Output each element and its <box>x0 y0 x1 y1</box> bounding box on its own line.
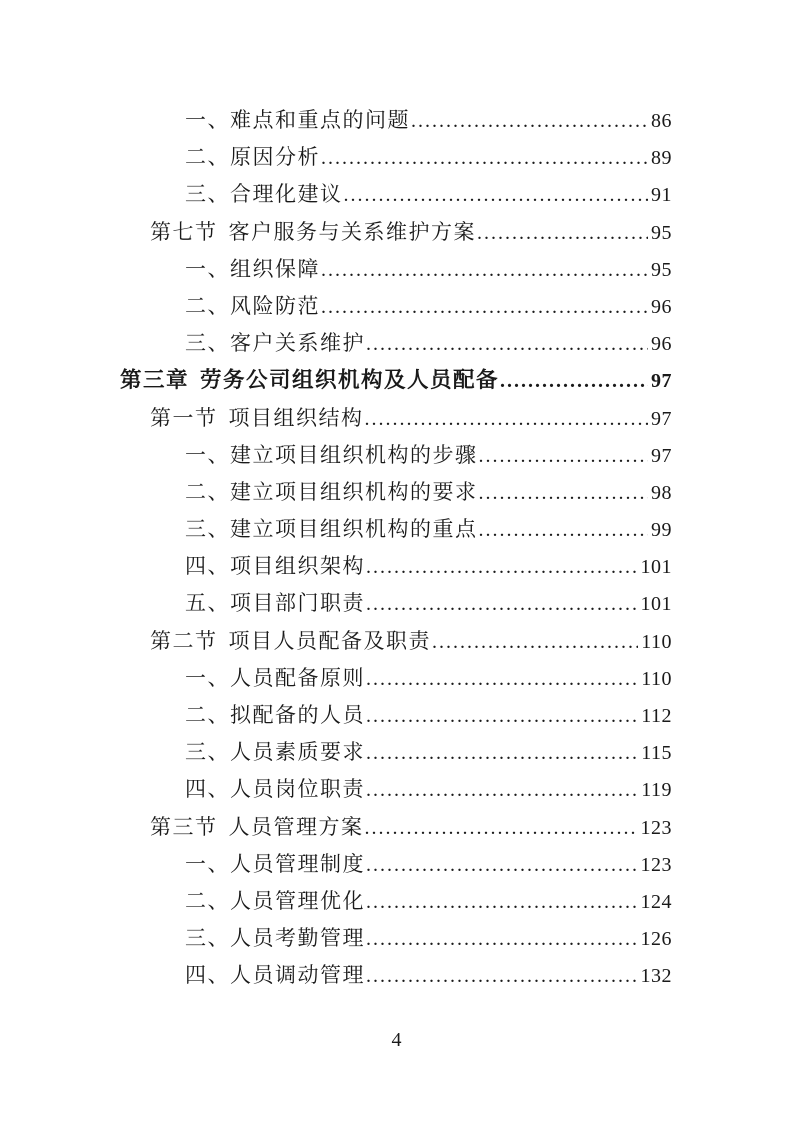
toc-entry-number: 第二节 <box>150 628 218 653</box>
toc-entry-title: 组织保障 <box>230 256 320 281</box>
toc-leader-dots <box>479 512 649 549</box>
toc-entry-title: 建立项目组织机构的要求 <box>230 479 478 504</box>
toc-leader-dots <box>366 884 638 921</box>
toc-entry-page: 123 <box>640 853 672 876</box>
toc-entry-title: 拟配备的人员 <box>230 703 365 727</box>
toc-entry-page: 110 <box>641 667 672 690</box>
toc-entry-number: 二、 <box>185 145 230 170</box>
toc-entry-page: 95 <box>651 221 672 244</box>
toc-entry-sub[interactable] <box>120 883 672 920</box>
toc-entry-title: 人员管理方案 <box>228 814 364 839</box>
toc-entry-title: 劳务公司组织机构及人员配备 <box>200 368 500 393</box>
toc-entry-page: 97 <box>651 444 672 467</box>
toc-entry-page: 110 <box>641 630 672 653</box>
toc-entry-page: 97 <box>651 370 672 393</box>
toc-entry-number: 一、 <box>185 108 230 132</box>
toc-entry-title: 人员考勤管理 <box>230 926 365 951</box>
toc-entry-sub[interactable] <box>120 437 672 474</box>
toc-leader-dots <box>366 958 638 995</box>
toc-entry-sub[interactable] <box>120 771 672 808</box>
toc-entry-page: 124 <box>640 890 672 913</box>
page-footer-number: 4 <box>391 1029 402 1051</box>
toc-entry-page: 96 <box>651 333 672 356</box>
toc-entry-page: 95 <box>651 258 672 281</box>
toc-leader-dots <box>366 698 638 735</box>
toc-entry-sub[interactable] <box>120 325 672 362</box>
toc-leader-dots <box>479 475 649 512</box>
toc-entry-title: 人员管理优化 <box>230 888 365 913</box>
toc-entry-title: 风险防范 <box>230 293 320 318</box>
toc-entry-section[interactable] <box>120 809 672 846</box>
toc-entry-title: 客户关系维护 <box>230 331 365 356</box>
toc-leader-dots <box>366 921 638 958</box>
toc-entry-page: 126 <box>640 928 672 951</box>
toc-entry-page: 97 <box>651 407 672 430</box>
toc-entry-title: 人员岗位职责 <box>230 777 365 802</box>
toc-leader-dots <box>366 772 638 809</box>
toc-entry-sub[interactable] <box>120 251 672 288</box>
toc-entry-title: 建立项目组织机构的步骤 <box>230 442 478 467</box>
toc-leader-dots <box>366 847 638 884</box>
toc-entry-number: 三、 <box>185 331 230 356</box>
toc-entry-page: 98 <box>651 481 672 504</box>
toc-entry-number: 第七节 <box>150 219 218 244</box>
toc-entry-title: 项目部门职责 <box>230 591 365 616</box>
toc-entry-number: 四、 <box>185 554 230 579</box>
toc-entry-page: 101 <box>640 593 672 616</box>
toc-entry-title: 项目人员配备及职责 <box>228 628 431 653</box>
toc-entry-number: 三、 <box>185 182 230 207</box>
toc-entry-number: 一、 <box>185 442 230 467</box>
toc-entry-title: 建立项目组织机构的重点 <box>230 517 478 542</box>
toc-leader-dots <box>366 586 638 623</box>
toc-entry-title: 难点和重点的问题 <box>230 108 410 132</box>
toc-entry-number: 二、 <box>185 293 230 318</box>
toc-entry-title: 合理化建议 <box>230 182 343 207</box>
toc-entry-page: 99 <box>651 519 672 542</box>
toc-entry-sub[interactable] <box>120 660 672 697</box>
toc-entry-page: 115 <box>641 742 672 765</box>
toc-entry-page: 112 <box>641 705 672 727</box>
toc-entry-number: 三、 <box>185 926 230 951</box>
toc-leader-dots <box>366 326 648 363</box>
toc-entry-number: 二、 <box>185 703 230 727</box>
toc-entry-page: 89 <box>651 147 672 170</box>
toc-entry-sub[interactable] <box>120 697 672 734</box>
toc-leader-dots <box>432 624 638 661</box>
toc-leader-dots <box>366 735 638 772</box>
toc-entry-number: 三、 <box>185 517 230 542</box>
toc-entry-page: 132 <box>640 965 672 988</box>
toc-entry-page: 119 <box>641 779 672 802</box>
toc-leader-dots <box>321 140 648 177</box>
toc-entry-number: 三、 <box>185 740 230 765</box>
toc-entry-sub[interactable] <box>120 474 672 511</box>
toc-entry-sub[interactable] <box>120 957 672 994</box>
toc-entry-number: 二、 <box>185 888 230 913</box>
toc-entry-sub[interactable] <box>120 920 672 957</box>
toc-leader-dots <box>365 401 649 438</box>
toc-entry-number: 五、 <box>185 591 230 616</box>
toc-entry-number: 一、 <box>185 665 230 690</box>
toc-entry-section[interactable] <box>120 400 672 437</box>
toc-leader-dots <box>321 252 648 289</box>
toc-leader-dots <box>479 438 649 475</box>
toc-entry-sub[interactable] <box>120 102 672 139</box>
toc-entry-page: 123 <box>640 816 672 839</box>
toc-leader-dots <box>366 661 638 698</box>
toc-entry-title: 人员管理制度 <box>230 851 365 876</box>
toc-entry-sub[interactable] <box>120 548 672 585</box>
toc-entry-number: 四、 <box>185 963 230 988</box>
toc-entry-section[interactable] <box>120 623 672 660</box>
table-of-contents <box>120 102 672 995</box>
toc-entry-title: 项目组织架构 <box>230 554 365 579</box>
toc-entry-chapter[interactable] <box>120 362 672 399</box>
toc-entry-title: 人员素质要求 <box>230 740 365 765</box>
toc-entry-sub[interactable] <box>120 734 672 771</box>
toc-entry-title: 人员调动管理 <box>230 963 365 988</box>
toc-entry-number: 二、 <box>185 479 230 504</box>
toc-entry-page: 86 <box>651 110 672 132</box>
toc-entry-sub[interactable] <box>120 846 672 883</box>
toc-entry-page: 101 <box>640 556 672 579</box>
toc-entry-number: 四、 <box>185 777 230 802</box>
toc-leader-dots <box>365 810 638 847</box>
toc-leader-dots <box>411 103 648 140</box>
toc-entry-sub[interactable] <box>120 585 672 622</box>
toc-entry-sub[interactable] <box>120 511 672 548</box>
toc-leader-dots <box>366 549 638 586</box>
toc-entry-number: 一、 <box>185 256 230 281</box>
toc-entry-sub[interactable] <box>120 288 672 325</box>
toc-entry-title: 原因分析 <box>230 145 320 170</box>
toc-entry-number: 第一节 <box>150 405 218 430</box>
toc-leader-dots <box>321 289 648 326</box>
toc-entry-sub[interactable] <box>120 139 672 176</box>
toc-entry-title: 客户服务与关系维护方案 <box>228 219 476 244</box>
toc-entry-number: 一、 <box>185 851 230 876</box>
toc-entry-section[interactable] <box>120 214 672 251</box>
toc-entry-sub[interactable] <box>120 176 672 213</box>
toc-entry-page: 96 <box>651 295 672 318</box>
toc-entry-page: 91 <box>651 184 672 207</box>
toc-entry-number: 第三节 <box>150 814 218 839</box>
toc-leader-dots <box>500 363 648 400</box>
toc-entry-number: 第三章 <box>120 368 190 393</box>
toc-leader-dots <box>344 177 649 214</box>
toc-entry-title: 项目组织结构 <box>228 405 364 430</box>
toc-leader-dots <box>477 215 648 252</box>
toc-entry-title: 人员配备原则 <box>230 665 365 690</box>
